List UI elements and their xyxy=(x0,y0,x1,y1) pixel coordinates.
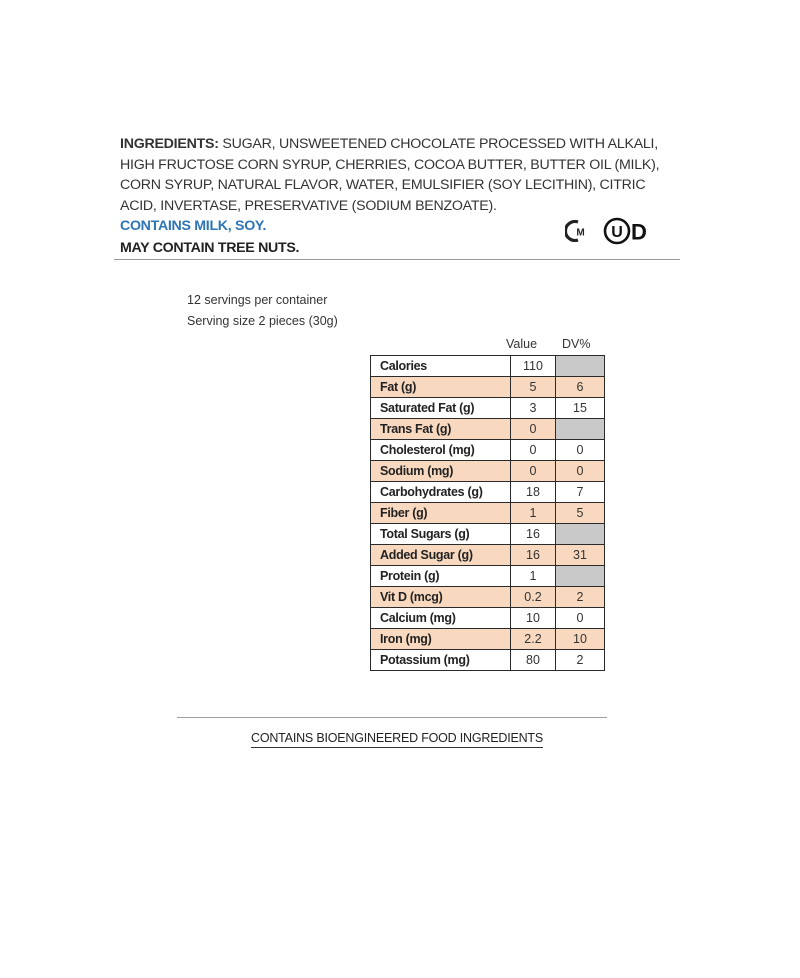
nutrient-name: Fat (g) xyxy=(371,377,511,398)
nutrition-row xyxy=(371,566,605,587)
nutrition-row xyxy=(371,419,605,440)
divider-bottom xyxy=(177,717,607,718)
nutrient-name: Trans Fat (g) xyxy=(371,419,511,440)
nutrient-daily-value xyxy=(556,566,605,587)
nutrient-daily-value: 2 xyxy=(556,587,605,608)
nutrient-daily-value xyxy=(556,419,605,440)
nutrient-name: Saturated Fat (g) xyxy=(371,398,511,419)
nutrition-row xyxy=(371,524,605,545)
nutrient-daily-value: 0 xyxy=(556,608,605,629)
nutrient-daily-value xyxy=(556,356,605,377)
nutrient-value: 110 xyxy=(511,356,556,377)
nutrient-daily-value: 5 xyxy=(556,503,605,524)
nutrition-row xyxy=(371,356,605,377)
nutrient-value: 0 xyxy=(511,461,556,482)
ou-d-letter: D xyxy=(631,219,647,245)
ingredients-line-2: HIGH FRUCTOSE CORN SYRUP, CHERRIES, COCOA BUTTER, BUTTER OIL (MILK), xyxy=(120,156,660,173)
nutrient-daily-value: 0 xyxy=(556,461,605,482)
column-header-value: Value xyxy=(506,337,538,351)
nutrition-row xyxy=(371,629,605,650)
nutrient-daily-value: 15 xyxy=(556,398,605,419)
contains-allergens: CONTAINS MILK, SOY. xyxy=(120,218,267,234)
nutrient-value: 1 xyxy=(511,503,556,524)
nutrient-name: Total Sugars (g) xyxy=(371,524,511,545)
nutrition-row xyxy=(371,587,605,608)
nutrient-value: 16 xyxy=(511,524,556,545)
nutrient-value: 2.2 xyxy=(511,629,556,650)
nutrient-daily-value: 10 xyxy=(556,629,605,650)
kosher-m-letter: M xyxy=(576,227,585,239)
divider-top xyxy=(114,259,680,260)
nutrient-value: 0 xyxy=(511,419,556,440)
serving-size: Serving size 2 pieces (30g) xyxy=(187,314,338,328)
nutrient-name: Calories xyxy=(371,356,511,377)
nutrient-name: Fiber (g) xyxy=(371,503,511,524)
column-header-dv: DV% xyxy=(562,337,591,351)
nutrient-daily-value: 0 xyxy=(556,440,605,461)
nutrition-row xyxy=(371,608,605,629)
nutrition-row xyxy=(371,503,605,524)
bioengineered-disclosure: CONTAINS BIOENGINEERED FOOD INGREDIENTS xyxy=(251,731,543,748)
nutrient-name: Iron (mg) xyxy=(371,629,511,650)
nutrition-row xyxy=(371,650,605,671)
nutrition-row xyxy=(371,398,605,419)
ingredients-line-4: ACID, INVERTASE, PRESERVATIVE (SODIUM BENZOATE). xyxy=(120,197,497,214)
nutrition-row xyxy=(371,545,605,566)
may-contain-statement: MAY CONTAIN TREE NUTS. xyxy=(120,240,300,256)
nutrition-row xyxy=(371,440,605,461)
ingredients-line-1 xyxy=(120,134,680,155)
nutrient-daily-value: 31 xyxy=(556,545,605,566)
nutrient-name: Sodium (mg) xyxy=(371,461,511,482)
nutrient-value: 0.2 xyxy=(511,587,556,608)
nutrient-name: Calcium (mg) xyxy=(371,608,511,629)
nutrient-value: 0 xyxy=(511,440,556,461)
nutrient-value: 80 xyxy=(511,650,556,671)
ou-d-kosher-icon xyxy=(603,216,655,246)
nutrition-row xyxy=(371,377,605,398)
servings-per-container: 12 servings per container xyxy=(187,293,328,307)
nutrient-value: 1 xyxy=(511,566,556,587)
ingredients-block xyxy=(120,134,680,216)
nutrient-daily-value: 2 xyxy=(556,650,605,671)
ingredients-line-3: CORN SYRUP, NATURAL FLAVOR, WATER, EMULSIFIER (SOY LECITHIN), CITRIC xyxy=(120,177,646,193)
nutrient-daily-value: 6 xyxy=(556,377,605,398)
nutrition-row xyxy=(371,482,605,503)
nutrition-row xyxy=(371,461,605,482)
nutrient-value: 3 xyxy=(511,398,556,419)
nutrient-daily-value: 7 xyxy=(556,482,605,503)
nutrient-name: Potassium (mg) xyxy=(371,650,511,671)
nutrition-table xyxy=(370,355,605,671)
nutrient-name: Cholesterol (mg) xyxy=(371,440,511,461)
nutrient-name: Protein (g) xyxy=(371,566,511,587)
nutrient-value: 10 xyxy=(511,608,556,629)
ou-letter: U xyxy=(611,224,623,241)
nutrient-value: 16 xyxy=(511,545,556,566)
nutrient-value: 5 xyxy=(511,377,556,398)
nutrient-value: 18 xyxy=(511,482,556,503)
ingredients-text-1: SUGAR, UNSWEETENED CHOCOLATE PROCESSED WITH ALKALI, xyxy=(218,136,658,152)
ingredients-label: INGREDIENTS: xyxy=(120,136,219,152)
nutrient-name: Vit D (mcg) xyxy=(371,587,511,608)
nutrient-name: Carbohydrates (g) xyxy=(371,482,511,503)
kosher-m-icon xyxy=(565,220,591,242)
serving-info xyxy=(187,290,338,332)
nutrient-daily-value xyxy=(556,524,605,545)
nutrient-name: Added Sugar (g) xyxy=(371,545,511,566)
